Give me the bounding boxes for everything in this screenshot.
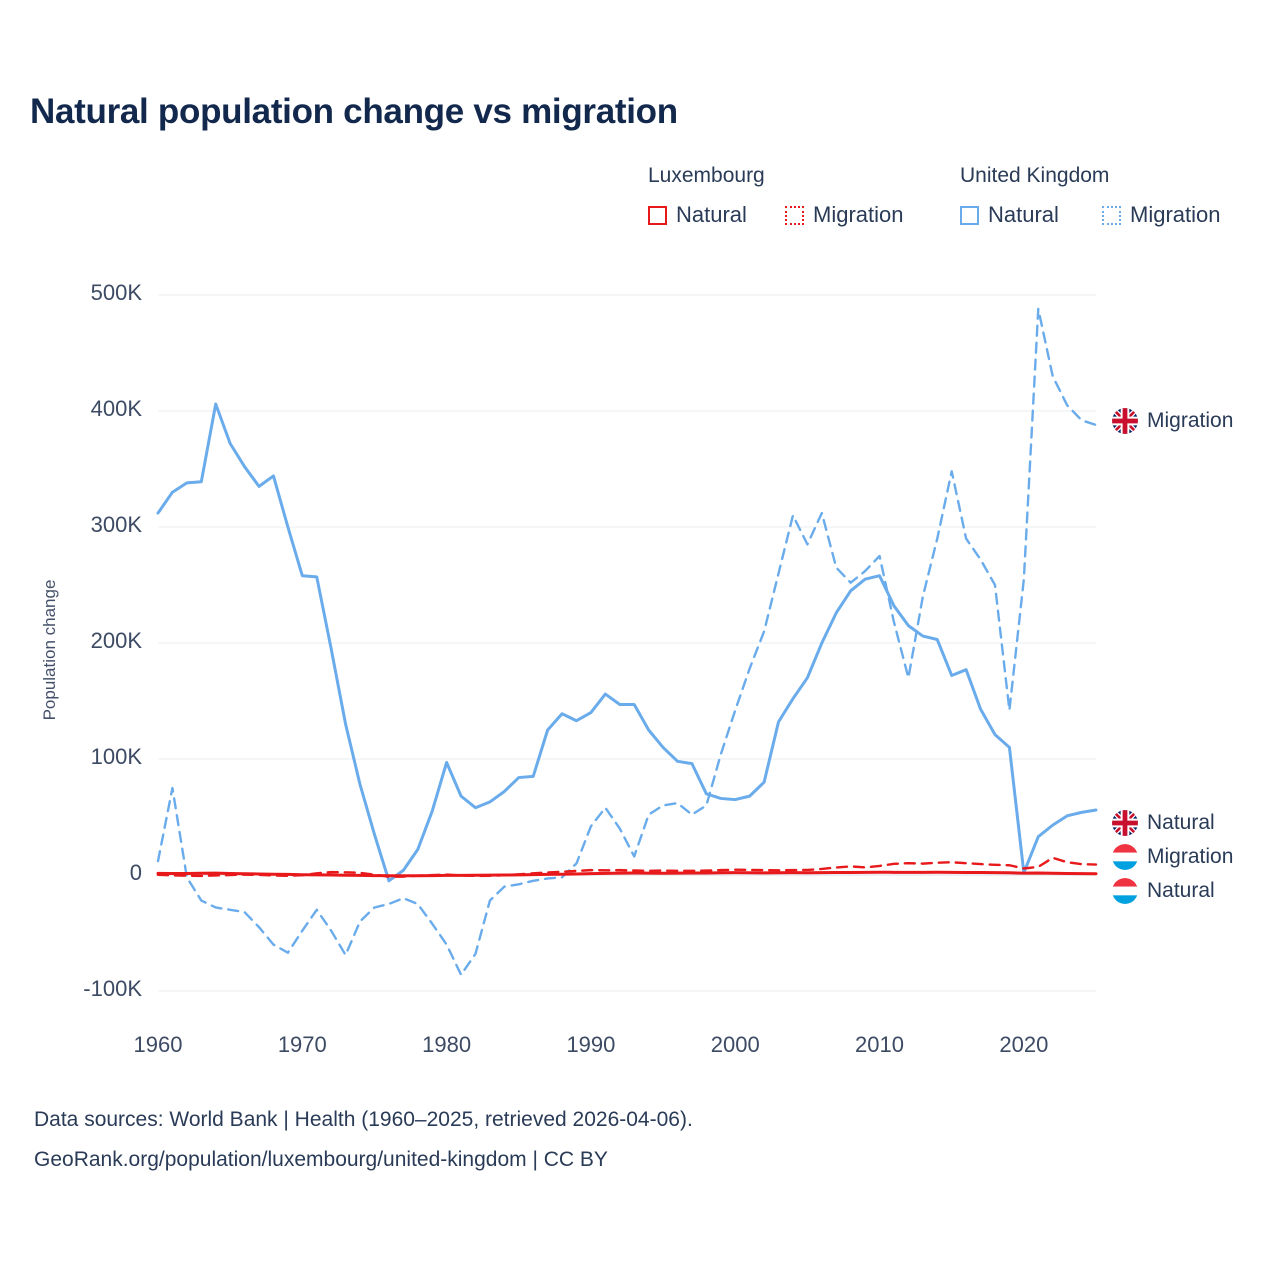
x-tick-label: 2000 [710,1032,760,1057]
series-end-label-uk-natural [1112,810,1215,836]
end-label-text: Migration [1147,845,1234,868]
series-end-label-uk-migration [1112,408,1233,434]
legend-label: Migration [1130,202,1221,227]
legend-group-united-kingdom: United Kingdom [960,164,1110,187]
y-tick-label: -100K [83,976,142,1001]
footer-attribution: GeoRank.org/population/luxembourg/united-kingdom | CC BY [34,1148,608,1171]
legend-group-luxembourg: Luxembourg [648,164,765,187]
y-tick-label: 300K [90,512,142,537]
y-tick-label: 0 [129,860,142,885]
series-end-label-luxembourg-migration [1112,844,1233,870]
x-tick-label: 2010 [855,1032,904,1057]
x-tick-label: 1970 [277,1032,327,1057]
legend-label: Natural [988,202,1059,227]
y-tick-label: 200K [90,628,142,653]
x-tick-label: 1990 [566,1032,616,1057]
x-tick-label: 1960 [133,1032,183,1057]
united-kingdom-flag-icon [1112,810,1138,836]
series-line-united-kingdom-natural [158,404,1096,881]
luxembourg-flag-icon [1112,878,1138,904]
x-tick-label: 2020 [999,1032,1049,1057]
united-kingdom-flag-icon [1112,408,1138,434]
x-tick-label: 1980 [422,1032,472,1057]
end-label-text: Natural [1147,879,1215,902]
legend-label: Migration [813,202,904,227]
end-label-text: Migration [1147,409,1234,432]
y-tick-label: 100K [90,744,142,769]
y-tick-label: 500K [90,280,142,305]
y-tick-label: 400K [90,396,142,421]
page-title: Natural population change vs migration [30,92,678,131]
y-axis-title: Population change [40,579,59,721]
legend-label: Natural [676,202,747,227]
series-end-label-luxembourg-natural [1112,878,1215,904]
end-label-text: Natural [1147,811,1215,834]
luxembourg-flag-icon [1112,844,1138,870]
footer-data-sources: Data sources: World Bank | Health (1960–2025, retrieved 2026-04-06). [34,1108,693,1131]
